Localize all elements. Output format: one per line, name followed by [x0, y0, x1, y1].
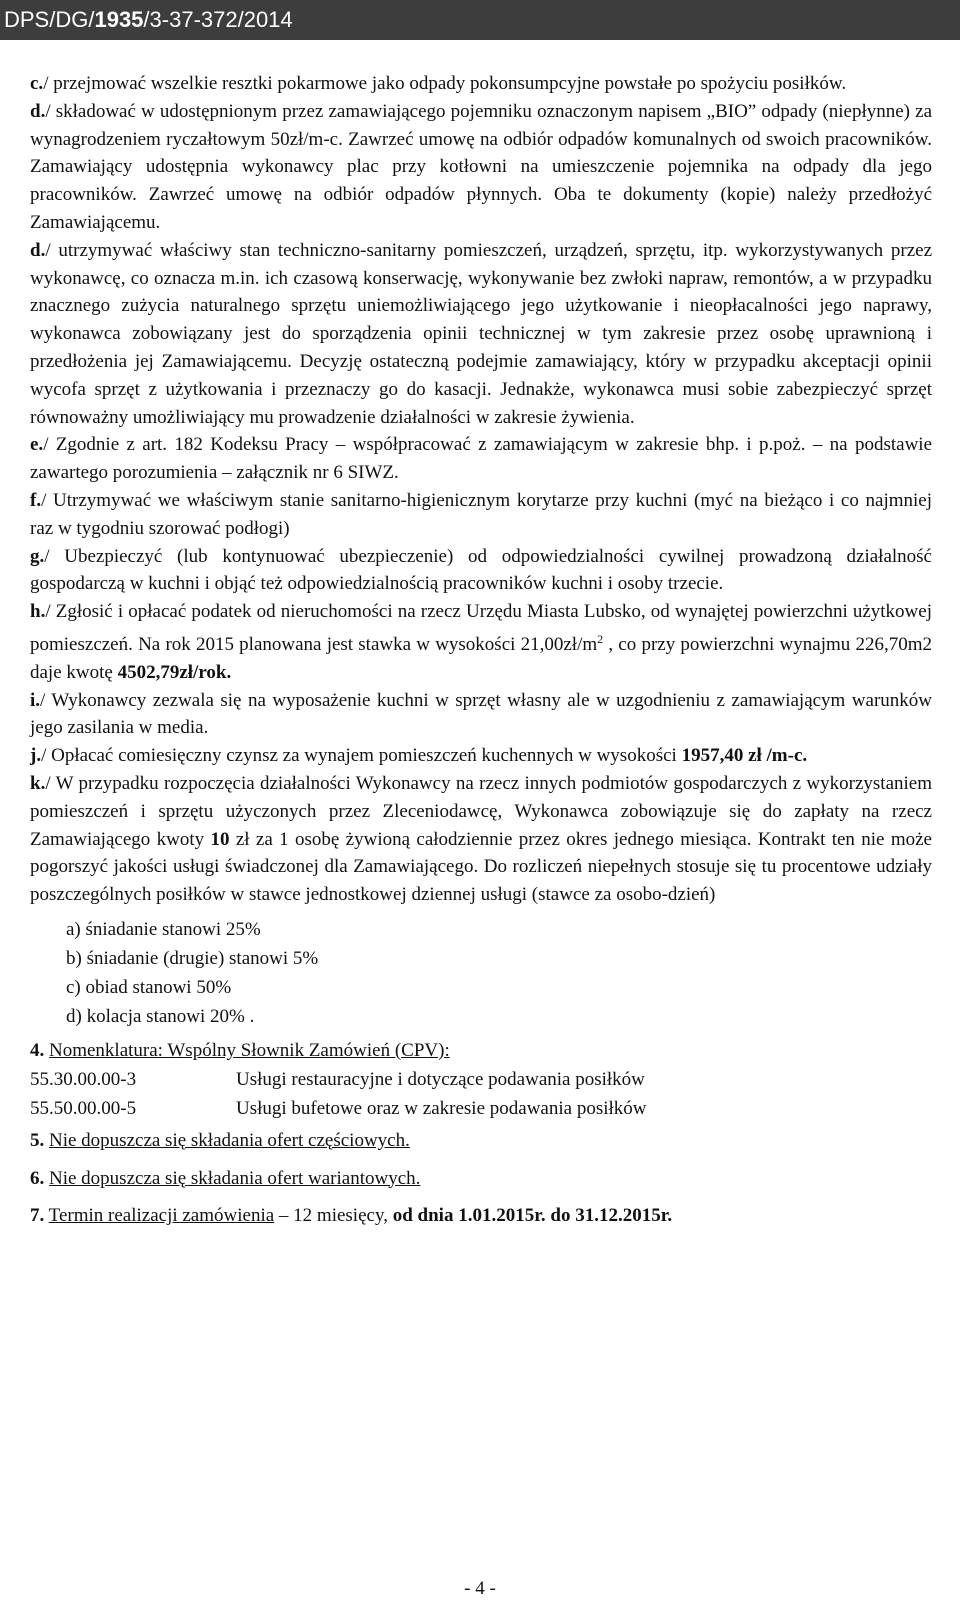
- document-header: [0, 0, 960, 40]
- paragraph-d1: d./ składować w udostępnionym przez zamawiającego pojemniku oznaczonym napisem „BIO” odpady (niepłynne) za wynagrodzeniem ryczałtowym 50zł/m-c. Zawrzeć umowę na odbiór odpadów komunalnych od swoich pracowników. Zamawiający udostępnia wykonawcy plac przy kotłowni na umieszczenie pojemnika na odpady dla jego pracowników. Zawrzeć umowę na odbiór odpadów płynnych. Oba te dokumenty (kopie) należy przedłożyć Zamawiającemu.: [30, 100, 932, 233]
- paragraph-c: c./ przejmować wszelkie resztki pokarmowe jako odpady pokonsumpcyjne powstałe po spożyciu posiłków.: [30, 73, 847, 94]
- paragraph-d2: d./ utrzymywać właściwy stan techniczno-sanitarny pomieszczeń, urządzeń, sprzętu, itp. wykorzystywanych przez wykonawcę, co oznacza m.in. ich czasową konserwację, wykonywanie bez zwłoki napraw, remontów, a w przypadku znacznego zużycia naturalnego sprzętu uniemożliwiającego jego użytkowanie i nieopłacalności jego naprawy, wykonawca zobowiązany jest do sporządzenia opinii technicznej w tym zakresie przez osobę uprawnioną i przedłożenia jej Zamawiającemu. Decyzję ostateczną podejmie zamawiający, który w przypadku akceptacji opinii wycofa sprzęt z użytkowania i przeznaczy go do kasacji. Jednakże, wykonawca musi sobie zabezpieczyć sprzęt równoważny umożliwiający mu prowadzenie działalności w zakresie żywienia.: [30, 239, 932, 428]
- header-bold-number: 1935: [94, 7, 144, 32]
- section-6-heading: 6. Nie dopuszcza się składania ofert wariantowych.: [30, 1167, 421, 1189]
- header-prefix: DPS/DG/: [4, 7, 95, 32]
- section-5-heading: 5. Nie dopuszcza się składania ofert częściowych.: [30, 1129, 410, 1151]
- paragraph-f: f./ Utrzymywać we właściwym stanie sanitarno-higienicznym korytarze przy kuchni (myć na bieżąco i co najmniej raz w tygodniu szorować podłogi): [30, 489, 932, 539]
- list-item: d) kolacja stanowi 20% .: [66, 1005, 255, 1027]
- list-item: b) śniadanie (drugie) stanowi 5%: [66, 947, 319, 969]
- rent-amount: 1957,40 zł /m-c.: [681, 745, 808, 767]
- header-suffix: /3-37-372/2014: [143, 7, 293, 32]
- meal-shares-list: [66, 915, 932, 1031]
- paragraph-g: g./ Ubezpieczyć (lub kontynuować ubezpieczenie) od odpowiedzialności cywilnej prowadzoną działalność gospodarczą w kuchni i objąć też odpowiedzialnością pracowników kuchni i osoby trzecie.: [30, 545, 932, 595]
- realization-dates: od dnia 1.01.2015r. do 31.12.2015r.: [392, 1205, 673, 1227]
- list-item: a) śniadanie stanowi 25%: [66, 918, 261, 940]
- paragraph-i: i./ Wykonawcy zezwala się na wyposażenie kuchni w sprzęt własny ale w uzgodnieniu z zamawiającym warunków jego zasilania w media.: [30, 689, 932, 739]
- paragraph-h: h./ Zgłosić i opłacać podatek od nieruchomości na rzecz Urzędu Miasta Lubsko, od wynajętej powierzchni użytkowej pomieszczeń. Na rok 2015 planowana jest stawka w wysokości $21,00zł/m^2$ , co przy powierzchni wynajmu 226,70m2 daje kwotę 4502,79zł/rok.: [30, 601, 932, 683]
- cpv-row: 55.30.00.00-3 Usługi restauracyjne i dotyczące podawania posiłków: [30, 1068, 645, 1090]
- section-4-heading: 4. Nomenklatura: Wspólny Słownik Zamówień (CPV):: [30, 1039, 450, 1061]
- section-7-heading: 7. Termin realizacji zamówienia – 12 miesięcy, od dnia 1.01.2015r. do 31.12.2015r.: [30, 1205, 673, 1227]
- tax-amount: 4502,79zł/rok.: [117, 661, 232, 683]
- list-item: c) obiad stanowi 50%: [66, 976, 232, 998]
- paragraph-e: e./ Zgodnie z art. 182 Kodeksu Pracy – współpracować z zamawiającym w zakresie bhp. i p.poż. – na podstawie zawartego porozumienia – załącznik nr 6 SIWZ.: [30, 434, 932, 484]
- fee-amount: 10: [210, 828, 230, 850]
- paragraph-j: j./ Opłacać comiesięczny czynsz za wynajem pomieszczeń kuchennych w wysokości 1957,40 zł /m-c.: [30, 745, 808, 767]
- paragraph-k: k./ W przypadku rozpoczęcia działalności Wykonawcy na rzecz innych podmiotów gospodarczych z wykorzystaniem pomieszczeń i sprzętu użyczonych przez Zleceniodawcę, Wykonawca zobowiązuje się do zapłaty na rzecz Zamawiającego kwoty 10 zł za 1 osobę żywioną całodziennie przez okres jednego miesiąca. Kontrakt ten nie może pogorszyć jakości usługi świadczonej dla Zamawiającego. Do rozliczeń niepełnych stosuje się tu procentowe udziały poszczególnych posiłków w stawce jednostkowej dziennej usługi (stawce za osobo-dzień): [30, 772, 932, 906]
- cpv-row: 55.50.00.00-5 Usługi bufetowe oraz w zakresie podawania posiłków: [30, 1097, 647, 1119]
- document-body: [30, 70, 932, 1230]
- page-number: - 4 -: [464, 1578, 496, 1599]
